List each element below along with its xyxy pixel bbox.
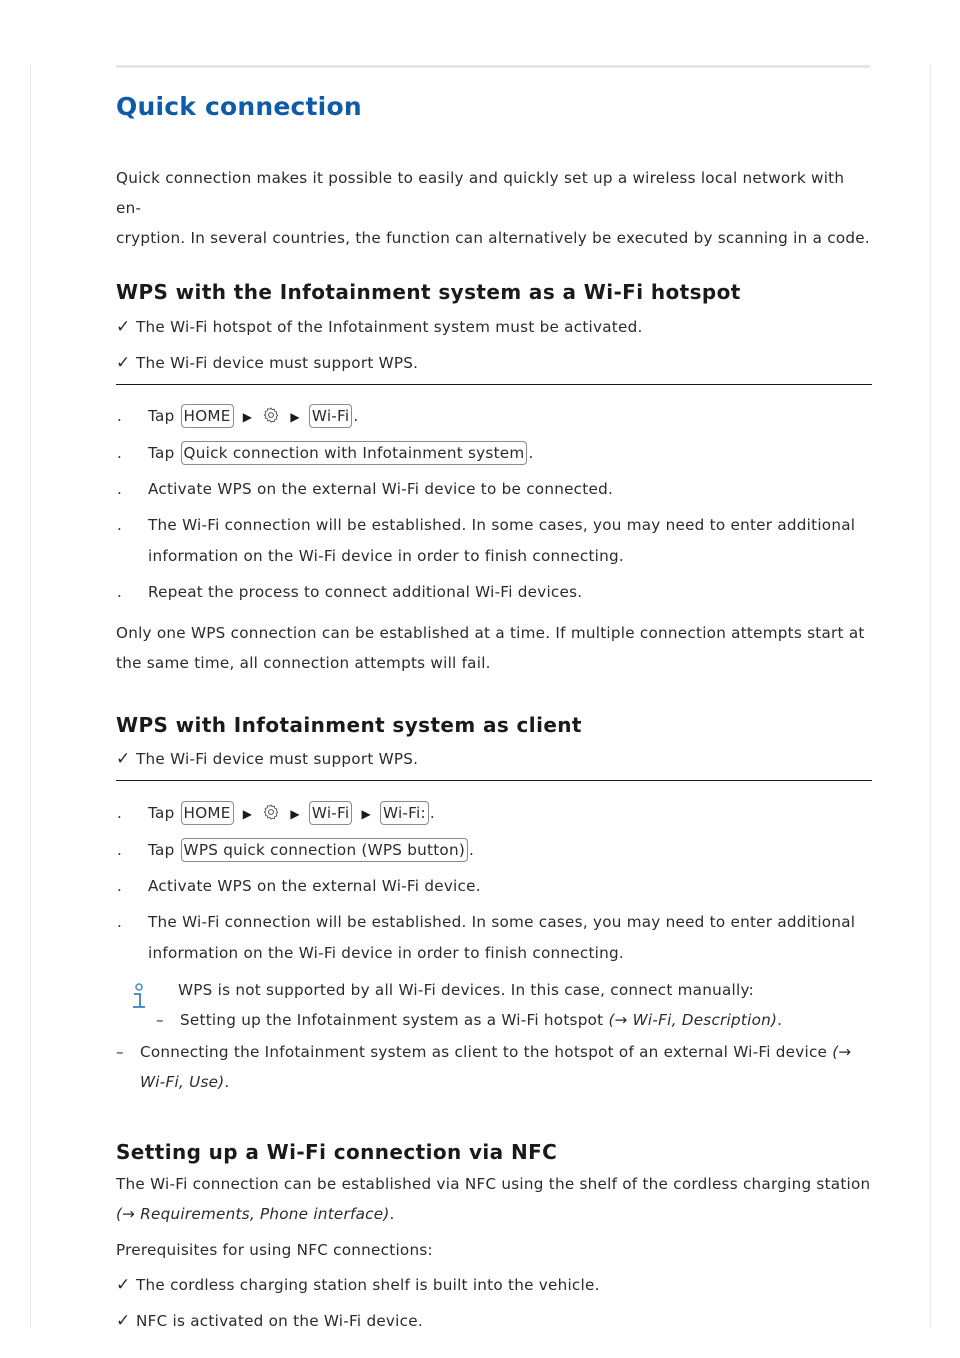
info-note-body — [156, 975, 872, 1035]
step-text — [148, 798, 872, 830]
prerequisite-item — [116, 1267, 872, 1303]
period: . — [353, 407, 359, 425]
step-item — [116, 907, 872, 969]
prerequisite-text: The Wi-Fi hotspot of the Infotainment system must be activated. — [136, 318, 643, 336]
page-margin-left — [30, 64, 31, 1328]
triangle-right-icon: ▶ — [242, 410, 253, 424]
info-note — [116, 975, 872, 1035]
step-text-line: The Wi-Fi connection will be established. In some cases, you may need to enter additional — [148, 516, 856, 534]
step-text-line: information on the Wi-Fi device in order to finish connecting. — [148, 944, 624, 962]
prerequisite-text: The Wi-Fi device must support WPS. — [136, 354, 419, 372]
section-heading-wps-hotspot: WPS with the Infotainment system as a Wi-Fi hotspot — [116, 280, 741, 304]
intro-paragraph — [116, 163, 872, 253]
step-item — [116, 835, 872, 866]
step-verb: Tap — [148, 841, 175, 859]
gear-icon[interactable] — [262, 406, 280, 424]
step-marker: . — [117, 804, 123, 822]
nfc-paragraph: The Wi-Fi connection can be established via NFC using the shelf of the cordless charging station (→ Requirements, Phone interface). — [116, 1175, 871, 1223]
header-rule — [116, 65, 870, 68]
step-text: Repeat the process to connect additional Wi-Fi devices. — [148, 583, 583, 601]
paragraph-line: Only one WPS connection can be established at a time. If multiple connection attempts start at — [116, 624, 865, 642]
period: . — [528, 444, 534, 462]
step-item — [116, 798, 872, 830]
quick-connection-button[interactable]: Quick connection with Infotainment system — [181, 441, 528, 465]
step-text: Activate WPS on the external Wi-Fi device. — [148, 877, 481, 895]
step-marker: . — [117, 480, 123, 498]
cross-reference-link[interactable]: (→ — [832, 1043, 852, 1061]
wifi-colon-button[interactable]: Wi-Fi: — [380, 801, 429, 825]
cross-reference-link[interactable]: (→ Requirements, Phone interface) — [116, 1205, 390, 1223]
step-item — [116, 474, 872, 505]
step-verb: Tap — [148, 444, 175, 462]
step-marker: . — [117, 583, 123, 601]
gear-icon[interactable] — [262, 803, 280, 821]
section-heading-wps-client: WPS with Infotainment system as client — [116, 713, 582, 737]
step-text — [148, 907, 872, 969]
step-text: Activate WPS on the external Wi-Fi device to be connected. — [148, 480, 614, 498]
home-button[interactable]: HOME — [181, 404, 234, 428]
step-text — [148, 438, 872, 469]
step-item — [116, 577, 872, 608]
step-text-line: The Wi-Fi connection will be established. In some cases, you may need to enter additional — [148, 913, 856, 931]
prerequisite-item — [116, 741, 872, 777]
page-margin-right — [930, 64, 931, 1328]
step-marker: . — [117, 877, 123, 895]
intro-line: Quick connection makes it possible to easily and quickly set up a wireless local network with en- — [116, 169, 845, 217]
triangle-right-icon: ▶ — [290, 410, 300, 424]
info-note-text: WPS is not supported by all Wi-Fi devices. In this case, connect manually: — [178, 981, 754, 999]
triangle-right-icon: ▶ — [242, 807, 253, 821]
paragraph-line: the same time, all connection attempts will fail. — [116, 654, 491, 672]
intro-line: cryption. In several countries, the function can alternatively be executed by scanning in a code. — [116, 229, 870, 247]
section-heading-nfc: Setting up a Wi-Fi connection via NFC — [116, 1140, 558, 1164]
prerequisite-text: NFC is activated on the Wi-Fi device. — [136, 1312, 423, 1330]
paragraph-line: The Wi-Fi connection can be established via NFC using the shelf of the cordless charging station — [116, 1175, 871, 1193]
page-content — [116, 88, 872, 1339]
checkmark-icon: ✓ — [116, 1311, 131, 1331]
wps-quick-connection-button[interactable]: WPS quick connection (WPS button) — [181, 838, 468, 862]
dash-marker: – — [116, 1043, 124, 1061]
step-verb: Tap — [148, 804, 175, 822]
period: . — [469, 841, 475, 859]
note-item-text: Connecting the Infotainment system as client to the hotspot of an external Wi-Fi device — [140, 1043, 828, 1061]
note-list-text: Connecting the Infotainment system as client to the hotspot of an external Wi-Fi device (→ Wi-Fi, Use). — [140, 1043, 852, 1091]
note-list-item — [116, 1037, 872, 1097]
home-button[interactable]: HOME — [181, 801, 234, 825]
prerequisite-text: The Wi-Fi device must support WPS. — [136, 750, 419, 768]
step-item — [116, 438, 872, 469]
page-title: Quick connection — [116, 92, 362, 121]
note-list-item — [156, 1005, 872, 1035]
step-marker: . — [117, 444, 123, 462]
prerequisite-text: The cordless charging station shelf is built into the vehicle. — [136, 1276, 600, 1294]
step-item — [116, 871, 872, 902]
step-marker: . — [117, 407, 123, 425]
checkmark-icon: ✓ — [116, 317, 131, 337]
step-marker: . — [117, 516, 123, 534]
wifi-button[interactable]: Wi-Fi — [309, 801, 352, 825]
note-list-text: Setting up the Infotainment system as a Wi-Fi hotspot (→ Wi-Fi, Description). — [180, 1011, 783, 1029]
period: . — [429, 804, 435, 822]
wifi-button[interactable]: Wi-Fi — [309, 404, 352, 428]
step-marker: . — [117, 913, 123, 931]
step-marker: . — [117, 841, 123, 859]
prerequisite-item — [116, 1303, 872, 1339]
step-text — [148, 401, 872, 433]
wps-note-paragraph — [116, 618, 872, 678]
info-icon-graphic — [130, 983, 148, 1011]
prerequisite-item — [116, 345, 872, 381]
prerequisite-item — [116, 309, 872, 345]
checkmark-icon: ✓ — [116, 1275, 131, 1295]
step-text — [148, 510, 872, 572]
step-item — [116, 401, 872, 433]
step-item — [116, 510, 872, 572]
cross-reference-link[interactable]: (→ Wi-Fi, Description) — [608, 1011, 778, 1029]
step-text-line: information on the Wi-Fi device in order to finish connecting. — [148, 547, 624, 565]
checkmark-icon: ✓ — [116, 749, 131, 769]
checkmark-icon: ✓ — [116, 353, 131, 373]
nfc-prereq-intro: Prerequisites for using NFC connections: — [116, 1241, 433, 1259]
step-verb: Tap — [148, 407, 175, 425]
step-text — [148, 835, 872, 866]
triangle-right-icon: ▶ — [361, 807, 371, 821]
triangle-right-icon: ▶ — [290, 807, 300, 821]
note-item-text: Setting up the Infotainment system as a Wi-Fi hotspot — [180, 1011, 604, 1029]
cross-reference-link[interactable]: Wi-Fi, Use) — [140, 1073, 225, 1091]
dash-marker: – — [156, 1011, 164, 1029]
